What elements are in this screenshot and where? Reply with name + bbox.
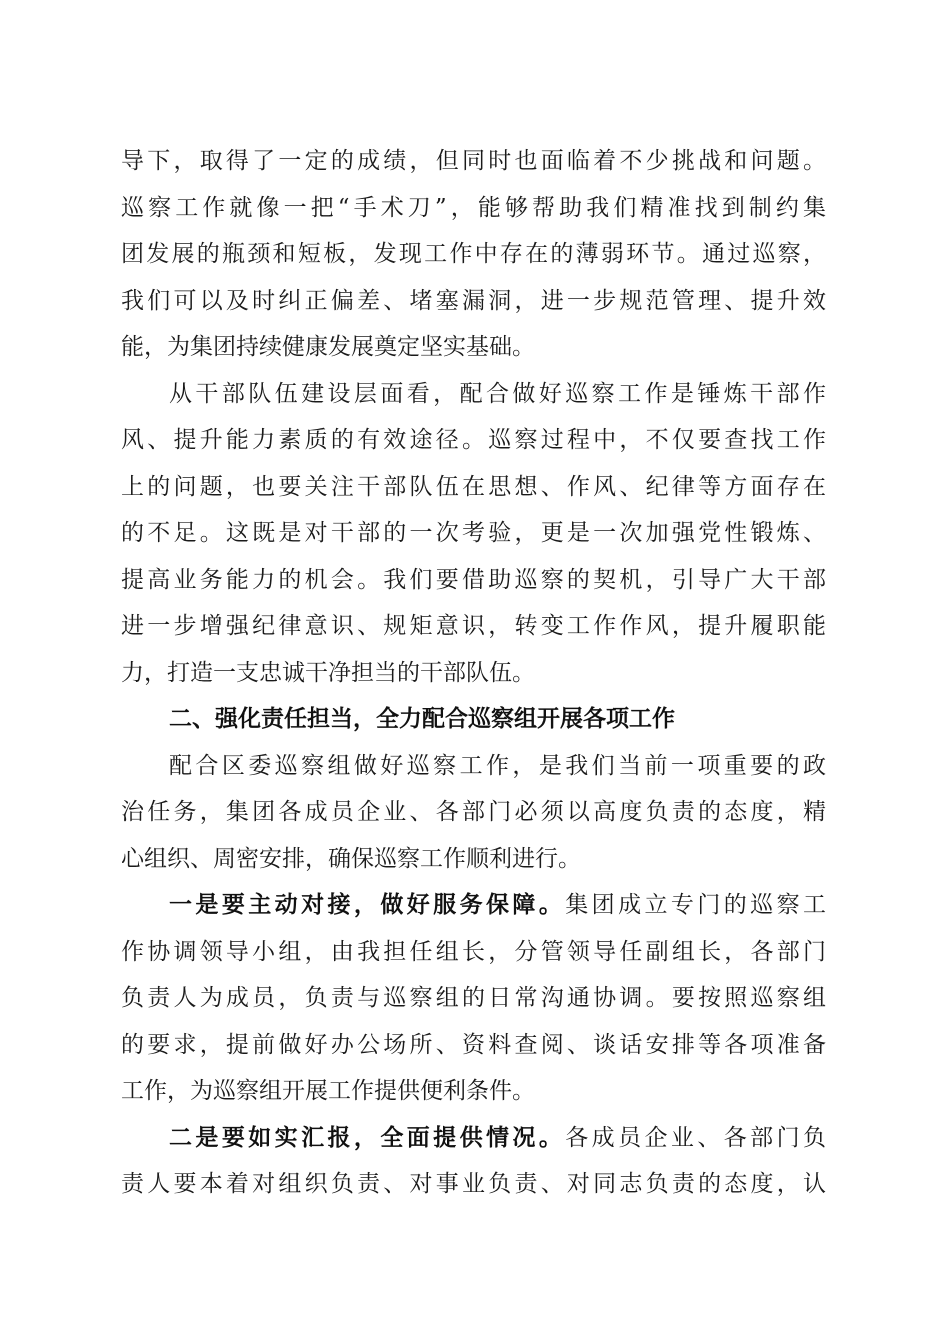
paragraph-2-line-5: 提高业务能力的机会。我们要借助巡察的契机，引导广大干部: [121, 566, 826, 593]
paragraph-4-line-3: 负责人为成员，负责与巡察组的日常沟通协调。要按照巡察组: [121, 985, 826, 1011]
document-body: [121, 138, 826, 1208]
paragraph-2-line-4: 的不足。这既是对干部的一次考验，更是一次加强党性锻炼、: [121, 520, 826, 546]
paragraph-5-line-2: 责人要本着对组织负责、对事业负责、对同志负责的态度，认: [121, 1171, 826, 1197]
paragraph-4-line-1: [121, 882, 826, 929]
paragraph-3-line-2: 治任务，集团各成员企业、各部门必须以高度负责的态度，精: [121, 799, 826, 825]
paragraph-4-line-4: 的要求，提前做好办公场所、资料查阅、谈话安排等各项准备: [121, 1031, 826, 1058]
paragraph-3-line-1: 配合区委巡察组做好巡察工作，是我们当前一项重要的政: [169, 752, 826, 779]
paragraph-2-line-6: 进一步增强纪律意识、规矩意识，转变工作作风，提升履职能: [121, 613, 826, 639]
paragraph-5-line-1: [121, 1115, 826, 1162]
paragraph-1-line-5: 能，为集团持续健康发展奠定坚实基础。: [121, 334, 535, 360]
paragraph-2-line-1: 从干部队伍建设层面看，配合做好巡察工作是锤炼干部作: [169, 380, 826, 407]
paragraph-2-line-7: 力，打造一支忠诚干净担当的干部队伍。: [121, 659, 535, 686]
paragraph-5-lead: 二是要如实汇报，全面提供情况。: [169, 1124, 566, 1151]
paragraph-4-line-2: 作协调领导小组，由我担任组长，分管领导任副组长，各部门: [121, 938, 826, 965]
paragraph-4-line-5: 工作，为巡察组开展工作提供便利条件。: [121, 1078, 535, 1104]
paragraph-5-line-1-rest: 各成员企业、各部门负: [565, 1124, 827, 1151]
paragraph-1-line-4: 我们可以及时纠正偏差、堵塞漏洞，进一步规范管理、提升效: [121, 287, 826, 314]
paragraph-4-line-1-rest: 集团成立专门的巡察工: [565, 892, 827, 918]
section-heading: 二、强化责任担当，全力配合巡察组开展各项工作: [169, 706, 675, 732]
paragraph-2-line-3: 上的问题，也要关注干部队伍在思想、作风、纪律等方面存在: [121, 473, 826, 500]
paragraph-2-line-2: 风、提升能力素质的有效途径。巡察过程中，不仅要查找工作: [121, 427, 826, 453]
paragraph-3-line-3: 心组织、周密安排，确保巡察工作顺利进行。: [121, 845, 581, 872]
paragraph-1-line-2: 巡察工作就像一把“手术刀”，能够帮助我们精准找到制约集: [121, 194, 826, 221]
paragraph-4-lead: 一是要主动对接，做好服务保障。: [169, 892, 566, 918]
paragraph-1-line-3: 团发展的瓶颈和短板，发现工作中存在的薄弱环节。通过巡察，: [121, 241, 826, 267]
paragraph-1-line-1: 导下，取得了一定的成绩，但同时也面临着不少挑战和问题。: [121, 148, 826, 174]
